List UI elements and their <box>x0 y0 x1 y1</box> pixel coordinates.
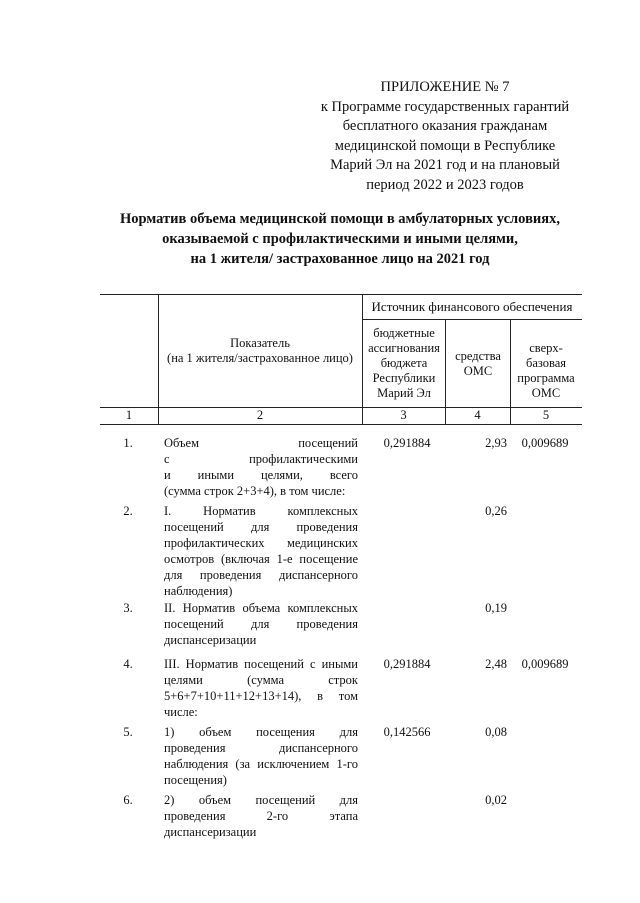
header-indicator <box>160 336 360 366</box>
header-col3-line: ассигнования <box>368 341 440 355</box>
row-oms-value: 0,19 <box>485 601 507 615</box>
row-text-line: наблюдения (за исключением 1-го <box>164 757 358 771</box>
row-text-line: и иными целями, всего <box>164 468 358 482</box>
document-heading <box>60 209 620 269</box>
row-indicator <box>164 656 358 720</box>
row-oms-value: 2,93 <box>485 436 507 450</box>
header-indicator-unit: (на 1 жителя/застрахованное лицо) <box>167 351 353 365</box>
heading-line: на 1 жителя/ застрахованное лицо на 2021 год <box>190 251 490 267</box>
annex-line: бесплатного оказания гражданам <box>342 118 548 134</box>
header-col3-line: Республики <box>372 371 436 385</box>
row-indicator <box>164 600 358 648</box>
row-budget-value: 0,142566 <box>383 725 431 739</box>
row-text-line: посещений для проведения <box>164 617 358 631</box>
row-text-line: наблюдения) <box>164 584 233 598</box>
row-extra-value: 0,009689 <box>521 436 569 450</box>
row-index: 5. <box>123 725 133 739</box>
header-indicator-label: Показатель <box>230 336 290 350</box>
source-divider <box>362 319 582 320</box>
row-indicator <box>164 724 358 788</box>
table-border-top <box>100 294 582 295</box>
row-text-line: диспансеризации <box>164 825 257 839</box>
row-text-line: профилактических медицинских <box>164 536 358 550</box>
header-source: Источник финансового обеспечения <box>371 299 573 314</box>
row-text-line: III. Норматив посещений с иными <box>164 657 358 671</box>
annex-line: медицинской помощи в Республике <box>334 137 556 154</box>
row-index: 1. <box>123 436 133 450</box>
row-oms-value: 0,08 <box>485 725 507 739</box>
header-col5-line: программа <box>517 371 575 385</box>
annex-line: к Программе государственных гарантий <box>320 98 570 115</box>
header-col5-line: базовая <box>525 356 567 370</box>
row-text-line: с профилактическими <box>164 452 358 466</box>
row-text-line: 5+6+7+10+11+12+13+14), в том <box>164 689 358 703</box>
row-text-line: (сумма строк 2+3+4), в том числе: <box>164 484 346 498</box>
row-text-line: 2) объем посещений для <box>164 793 358 807</box>
annex-block <box>300 78 590 195</box>
row-indicator <box>164 792 358 840</box>
heading-line: Норматив объема медицинской помощи в амбулаторных условиях, <box>120 211 560 227</box>
row-text-line: 1) объем посещения для <box>164 725 358 739</box>
col-divider <box>158 294 159 424</box>
row-text-line: осмотров (включая 1-е посещение <box>164 552 358 566</box>
col-number: 3 <box>400 408 407 422</box>
row-text-line: Объем посещений <box>164 436 358 450</box>
row-text-line: II. Норматив объема комплексных <box>164 601 358 615</box>
annex-title: ПРИЛОЖЕНИЕ № 7 <box>380 79 510 95</box>
row-text-line: I. Норматив комплексных <box>164 504 358 518</box>
row-text-line: посещений для проведения <box>164 520 358 534</box>
header-col5 <box>512 341 580 401</box>
row-indicator <box>164 435 358 499</box>
row-text-line: целями (сумма строк <box>164 673 358 687</box>
header-col4-line: ОМС <box>463 364 493 378</box>
header-col5-line: ОМС <box>531 386 561 400</box>
row-text-line: для проведения диспансерного <box>164 568 358 582</box>
row-index: 4. <box>123 657 133 671</box>
header-col3-line: Марий Эл <box>377 386 431 400</box>
row-oms-value: 0,02 <box>485 793 507 807</box>
row-index: 3. <box>123 601 133 615</box>
header-col4 <box>447 349 509 379</box>
header-col3-line: бюджета <box>380 356 428 370</box>
header-col4-line: средства <box>455 349 501 363</box>
header-col5-line: сверх- <box>529 341 563 355</box>
annex-line: период 2022 и 2023 годов <box>366 176 524 193</box>
row-index: 6. <box>123 793 133 807</box>
header-col3 <box>364 326 444 401</box>
col-number: 5 <box>542 408 550 422</box>
row-budget-value: 0,291884 <box>383 436 431 450</box>
row-text-line: посещения) <box>164 773 227 787</box>
col-number: 4 <box>474 408 481 422</box>
row-index: 2. <box>123 504 133 518</box>
row-text-line: проведения диспансерного <box>164 741 358 755</box>
numbers-divider <box>100 424 582 425</box>
header-col3-line: бюджетные <box>373 326 435 340</box>
row-text-line: числе: <box>164 705 198 719</box>
col-divider <box>362 294 363 424</box>
row-oms-value: 2,48 <box>485 657 507 671</box>
heading-line: оказываемой с профилактическими и иными целями, <box>162 231 518 247</box>
col-number: 1 <box>125 408 133 422</box>
row-budget-value: 0,291884 <box>383 657 431 671</box>
row-extra-value: 0,009689 <box>521 657 569 671</box>
col-number: 2 <box>256 408 264 422</box>
annex-line: Марий Эл на 2021 год и на плановый <box>330 157 560 173</box>
row-text-line: диспансеризации <box>164 633 257 647</box>
row-text-line: проведения 2-го этапа <box>164 809 358 823</box>
row-indicator <box>164 503 358 599</box>
row-oms-value: 0,26 <box>485 504 507 518</box>
